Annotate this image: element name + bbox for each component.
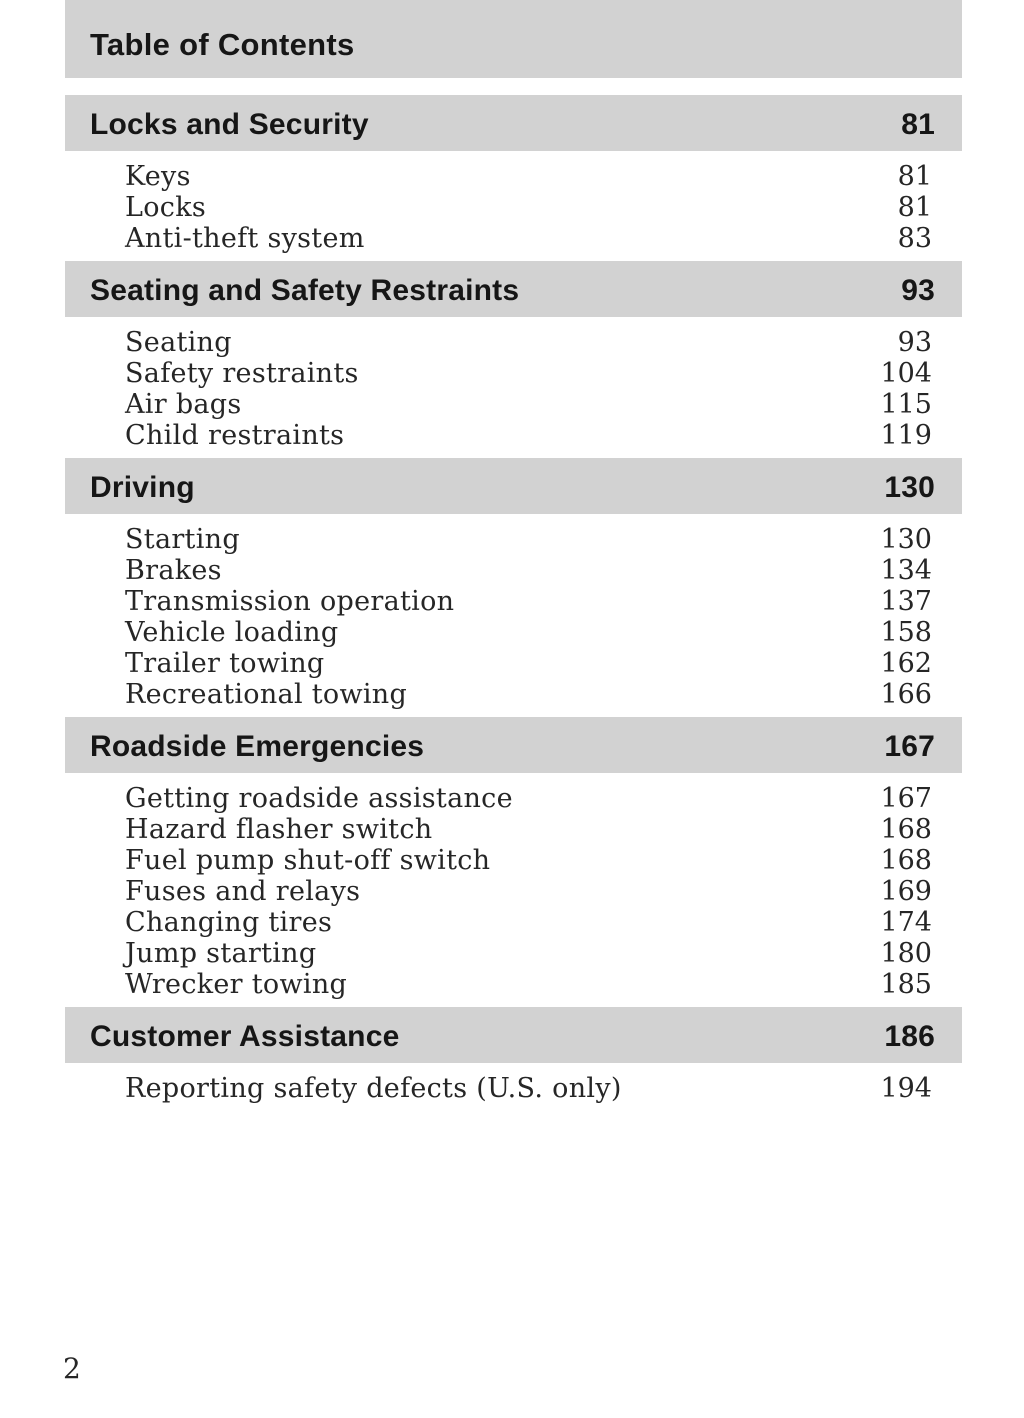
toc-item — [65, 907, 962, 938]
toc-item — [65, 783, 962, 814]
toc-section-page-number: 93 — [901, 273, 935, 307]
toc-item-list — [65, 1063, 962, 1111]
toc-item-label: Fuses and relays — [125, 876, 361, 907]
toc-item-page-number: 180 — [880, 938, 932, 969]
toc-item-page-number: 158 — [880, 617, 932, 648]
toc-item — [65, 586, 962, 617]
toc-section — [65, 1007, 962, 1111]
toc-item-label: Jump starting — [125, 938, 317, 969]
toc-item — [65, 192, 962, 223]
toc-item-label: Anti-theft system — [125, 223, 365, 254]
toc-section-label: Seating and Safety Restraints — [90, 273, 520, 307]
toc-item — [65, 555, 962, 586]
toc-item-page-number: 169 — [880, 876, 932, 907]
toc-item — [65, 876, 962, 907]
toc-item-page-number: 93 — [897, 327, 932, 358]
page-title-bar — [65, 0, 962, 78]
toc-section — [65, 458, 962, 717]
toc-item-page-number: 162 — [880, 648, 932, 679]
toc-item-list — [65, 151, 962, 261]
toc-item-label: Hazard flasher switch — [125, 814, 433, 845]
toc-section-header — [65, 95, 962, 151]
toc-sections — [65, 95, 962, 1111]
toc-item-page-number: 174 — [880, 907, 932, 938]
toc-item-label: Transmission operation — [125, 586, 455, 617]
toc-item — [65, 1073, 962, 1104]
toc-item-label: Recreational towing — [125, 679, 408, 710]
toc-item — [65, 524, 962, 555]
toc-section-page-number: 81 — [901, 107, 935, 141]
toc-item-page-number: 185 — [880, 969, 932, 1000]
toc-item — [65, 617, 962, 648]
toc-section-label: Roadside Emergencies — [90, 729, 425, 763]
toc-item-page-number: 119 — [880, 420, 932, 451]
toc-item-label: Changing tires — [125, 907, 333, 938]
folio-page-number: 2 — [63, 1352, 81, 1385]
toc-item-label: Starting — [125, 524, 240, 555]
toc-item-page-number: 134 — [880, 555, 932, 586]
toc-item-label: Keys — [125, 161, 191, 192]
toc-item-page-number: 168 — [880, 814, 932, 845]
toc-item-page-number: 81 — [897, 161, 932, 192]
toc-item-page-number: 130 — [880, 524, 932, 555]
toc-item — [65, 358, 962, 389]
toc-item — [65, 814, 962, 845]
toc-item — [65, 679, 962, 710]
toc-item-page-number: 167 — [880, 783, 932, 814]
toc-item-label: Safety restraints — [125, 358, 359, 389]
toc-section — [65, 95, 962, 261]
toc-section-label: Driving — [90, 470, 195, 504]
toc-item-label: Wrecker towing — [125, 969, 348, 1000]
toc-section-label: Customer Assistance — [90, 1019, 400, 1053]
toc-item — [65, 969, 962, 1000]
toc-item — [65, 845, 962, 876]
toc-item-page-number: 104 — [880, 358, 932, 389]
toc-item-label: Vehicle loading — [125, 617, 339, 648]
toc-item — [65, 161, 962, 192]
toc-section-header — [65, 261, 962, 317]
toc-item-list — [65, 317, 962, 458]
toc-item — [65, 223, 962, 254]
toc-section-page-number: 130 — [884, 470, 935, 504]
toc-item-page-number: 115 — [880, 389, 932, 420]
toc-item-label: Air bags — [125, 389, 242, 420]
toc-section-page-number: 167 — [884, 729, 935, 763]
toc-item-page-number: 81 — [897, 192, 932, 223]
toc-item-label: Child restraints — [125, 420, 345, 451]
page-title: Table of Contents — [90, 27, 355, 62]
toc-item-list — [65, 773, 962, 1007]
toc-section-label: Locks and Security — [90, 107, 369, 141]
toc-item — [65, 420, 962, 451]
toc-item-page-number: 83 — [897, 223, 932, 254]
toc-item-label: Getting roadside assistance — [125, 783, 513, 814]
toc-item — [65, 648, 962, 679]
toc-section — [65, 717, 962, 1007]
toc-item-label: Fuel pump shut-off switch — [125, 845, 491, 876]
toc-item-label: Locks — [125, 192, 207, 223]
toc-item-label: Trailer towing — [125, 648, 325, 679]
toc-item-page-number: 168 — [880, 845, 932, 876]
toc-item-label: Reporting safety defects (U.S. only) — [125, 1073, 622, 1104]
toc-item-list — [65, 514, 962, 717]
toc-section — [65, 261, 962, 458]
toc-item — [65, 327, 962, 358]
toc-item-page-number: 194 — [880, 1073, 932, 1104]
toc-item-label: Seating — [125, 327, 232, 358]
toc-item-label: Brakes — [125, 555, 222, 586]
toc-item-page-number: 137 — [880, 586, 932, 617]
toc-item — [65, 389, 962, 420]
toc-section-page-number: 186 — [884, 1019, 935, 1053]
toc-section-header — [65, 1007, 962, 1063]
toc-item — [65, 938, 962, 969]
toc-section-header — [65, 717, 962, 773]
toc-section-header — [65, 458, 962, 514]
toc-item-page-number: 166 — [880, 679, 932, 710]
toc-content — [65, 0, 962, 1111]
